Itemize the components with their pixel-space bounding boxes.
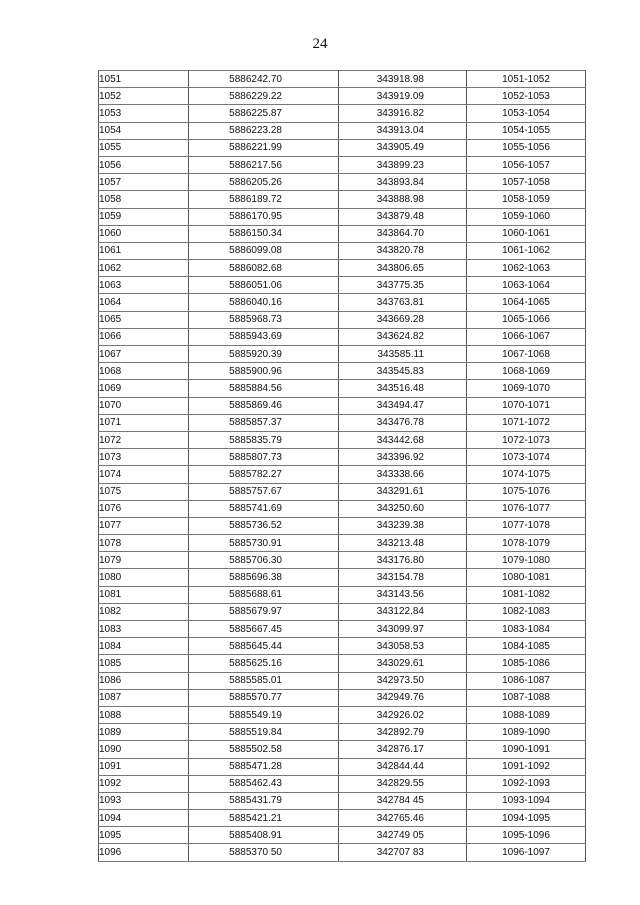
point-number-cell: 1094 <box>99 810 189 827</box>
y-coordinate-cell: 343913.04 <box>339 122 467 139</box>
point-number-cell: 1075 <box>99 483 189 500</box>
segment-cell: 1073-1074 <box>467 449 586 466</box>
x-coordinate-cell: 5885730.91 <box>189 535 339 552</box>
y-coordinate-cell: 342765.46 <box>339 810 467 827</box>
point-number-cell: 1081 <box>99 586 189 603</box>
point-number-cell: 1090 <box>99 741 189 758</box>
segment-cell: 1063-1064 <box>467 277 586 294</box>
y-coordinate-cell: 343154.78 <box>339 569 467 586</box>
x-coordinate-cell: 5885585.01 <box>189 672 339 689</box>
table-row <box>99 500 586 517</box>
segment-cell: 1092-1093 <box>467 775 586 792</box>
point-number-cell: 1073 <box>99 449 189 466</box>
coordinates-table-body <box>99 71 586 862</box>
x-coordinate-cell: 5885741.69 <box>189 500 339 517</box>
segment-cell: 1095-1096 <box>467 827 586 844</box>
table-row <box>99 397 586 414</box>
table-row <box>99 346 586 363</box>
segment-cell: 1091-1092 <box>467 758 586 775</box>
point-number-cell: 1093 <box>99 792 189 809</box>
table-row <box>99 88 586 105</box>
segment-cell: 1061-1062 <box>467 242 586 259</box>
point-number-cell: 1066 <box>99 328 189 345</box>
segment-cell: 1068-1069 <box>467 363 586 380</box>
y-coordinate-cell: 343916.82 <box>339 105 467 122</box>
point-number-cell: 1084 <box>99 638 189 655</box>
point-number-cell: 1088 <box>99 706 189 723</box>
y-coordinate-cell: 343893.84 <box>339 174 467 191</box>
x-coordinate-cell: 5886099.08 <box>189 242 339 259</box>
x-coordinate-cell: 5885869.46 <box>189 397 339 414</box>
y-coordinate-cell: 343899.23 <box>339 156 467 173</box>
table-row <box>99 535 586 552</box>
point-number-cell: 1096 <box>99 844 189 861</box>
point-number-cell: 1086 <box>99 672 189 689</box>
table-row <box>99 208 586 225</box>
y-coordinate-cell: 342892.79 <box>339 724 467 741</box>
table-row <box>99 122 586 139</box>
y-coordinate-cell: 342707 83 <box>339 844 467 861</box>
x-coordinate-cell: 5886217.56 <box>189 156 339 173</box>
table-row <box>99 844 586 861</box>
point-number-cell: 1065 <box>99 311 189 328</box>
x-coordinate-cell: 5885370 50 <box>189 844 339 861</box>
segment-cell: 1060-1061 <box>467 225 586 242</box>
segment-cell: 1062-1063 <box>467 260 586 277</box>
x-coordinate-cell: 5885625.16 <box>189 655 339 672</box>
segment-cell: 1080-1081 <box>467 569 586 586</box>
point-number-cell: 1083 <box>99 621 189 638</box>
x-coordinate-cell: 5886150.34 <box>189 225 339 242</box>
y-coordinate-cell: 342844.44 <box>339 758 467 775</box>
table-row <box>99 294 586 311</box>
x-coordinate-cell: 5885431.79 <box>189 792 339 809</box>
segment-cell: 1057-1058 <box>467 174 586 191</box>
segment-cell: 1055-1056 <box>467 139 586 156</box>
table-row <box>99 328 586 345</box>
x-coordinate-cell: 5885421.21 <box>189 810 339 827</box>
table-row <box>99 225 586 242</box>
table-row <box>99 586 586 603</box>
point-number-cell: 1064 <box>99 294 189 311</box>
segment-cell: 1059-1060 <box>467 208 586 225</box>
segment-cell: 1083-1084 <box>467 621 586 638</box>
point-number-cell: 1054 <box>99 122 189 139</box>
segment-cell: 1071-1072 <box>467 414 586 431</box>
table-row <box>99 724 586 741</box>
y-coordinate-cell: 342876.17 <box>339 741 467 758</box>
point-number-cell: 1078 <box>99 535 189 552</box>
y-coordinate-cell: 343122.84 <box>339 603 467 620</box>
page-number: 24 <box>312 36 328 52</box>
segment-cell: 1077-1078 <box>467 517 586 534</box>
y-coordinate-cell: 343806.65 <box>339 260 467 277</box>
segment-cell: 1084-1085 <box>467 638 586 655</box>
table-row <box>99 277 586 294</box>
table-row <box>99 517 586 534</box>
y-coordinate-cell: 343918.98 <box>339 71 467 88</box>
segment-cell: 1064-1065 <box>467 294 586 311</box>
point-number-cell: 1055 <box>99 139 189 156</box>
x-coordinate-cell: 5885502.58 <box>189 741 339 758</box>
x-coordinate-cell: 5885549.19 <box>189 706 339 723</box>
table-row <box>99 260 586 277</box>
table-row <box>99 380 586 397</box>
y-coordinate-cell: 343820.78 <box>339 242 467 259</box>
table-row <box>99 672 586 689</box>
segment-cell: 1067-1068 <box>467 346 586 363</box>
table-row <box>99 689 586 706</box>
point-number-cell: 1062 <box>99 260 189 277</box>
segment-cell: 1075-1076 <box>467 483 586 500</box>
x-coordinate-cell: 5885920.39 <box>189 346 339 363</box>
x-coordinate-cell: 5885645.44 <box>189 638 339 655</box>
table-row <box>99 552 586 569</box>
y-coordinate-cell: 343396.92 <box>339 449 467 466</box>
y-coordinate-cell: 343291.61 <box>339 483 467 500</box>
segment-cell: 1058-1059 <box>467 191 586 208</box>
point-number-cell: 1063 <box>99 277 189 294</box>
y-coordinate-cell: 343176.80 <box>339 552 467 569</box>
y-coordinate-cell: 343624.82 <box>339 328 467 345</box>
y-coordinate-cell: 343058.53 <box>339 638 467 655</box>
x-coordinate-cell: 5885884.56 <box>189 380 339 397</box>
table-row <box>99 174 586 191</box>
segment-cell: 1066-1067 <box>467 328 586 345</box>
point-number-cell: 1061 <box>99 242 189 259</box>
point-number-cell: 1074 <box>99 466 189 483</box>
table-row <box>99 758 586 775</box>
table-row <box>99 621 586 638</box>
point-number-cell: 1089 <box>99 724 189 741</box>
segment-cell: 1079-1080 <box>467 552 586 569</box>
y-coordinate-cell: 343442.68 <box>339 431 467 448</box>
x-coordinate-cell: 5886040.16 <box>189 294 339 311</box>
segment-cell: 1082-1083 <box>467 603 586 620</box>
x-coordinate-cell: 5885835.79 <box>189 431 339 448</box>
y-coordinate-cell: 343476.78 <box>339 414 467 431</box>
x-coordinate-cell: 5885462.43 <box>189 775 339 792</box>
point-number-cell: 1069 <box>99 380 189 397</box>
x-coordinate-cell: 5886051.06 <box>189 277 339 294</box>
segment-cell: 1076-1077 <box>467 500 586 517</box>
y-coordinate-cell: 343669.28 <box>339 311 467 328</box>
y-coordinate-cell: 342829.55 <box>339 775 467 792</box>
table-row <box>99 363 586 380</box>
table-row <box>99 449 586 466</box>
segment-cell: 1089-1090 <box>467 724 586 741</box>
segment-cell: 1086-1087 <box>467 672 586 689</box>
segment-cell: 1051-1052 <box>467 71 586 88</box>
point-number-cell: 1092 <box>99 775 189 792</box>
table-row <box>99 466 586 483</box>
table-row <box>99 741 586 758</box>
table-row <box>99 775 586 792</box>
y-coordinate-cell: 343763.81 <box>339 294 467 311</box>
y-coordinate-cell: 343775.35 <box>339 277 467 294</box>
point-number-cell: 1080 <box>99 569 189 586</box>
x-coordinate-cell: 5885667.45 <box>189 621 339 638</box>
x-coordinate-cell: 5885807.73 <box>189 449 339 466</box>
x-coordinate-cell: 5886225.87 <box>189 105 339 122</box>
segment-cell: 1081-1082 <box>467 586 586 603</box>
y-coordinate-cell: 342949.76 <box>339 689 467 706</box>
segment-cell: 1085-1086 <box>467 655 586 672</box>
y-coordinate-cell: 343239.38 <box>339 517 467 534</box>
table-row <box>99 827 586 844</box>
table-row <box>99 139 586 156</box>
segment-cell: 1054-1055 <box>467 122 586 139</box>
point-number-cell: 1052 <box>99 88 189 105</box>
table-row <box>99 71 586 88</box>
segment-cell: 1072-1073 <box>467 431 586 448</box>
segment-cell: 1053-1054 <box>467 105 586 122</box>
y-coordinate-cell: 343879.48 <box>339 208 467 225</box>
point-number-cell: 1051 <box>99 71 189 88</box>
table-row <box>99 603 586 620</box>
table-row <box>99 810 586 827</box>
y-coordinate-cell: 342749 05 <box>339 827 467 844</box>
segment-cell: 1090-1091 <box>467 741 586 758</box>
x-coordinate-cell: 5885679.97 <box>189 603 339 620</box>
y-coordinate-cell: 343099.97 <box>339 621 467 638</box>
point-number-cell: 1060 <box>99 225 189 242</box>
table-row <box>99 156 586 173</box>
point-number-cell: 1058 <box>99 191 189 208</box>
table-row <box>99 191 586 208</box>
y-coordinate-cell: 343585.11 <box>339 346 467 363</box>
x-coordinate-cell: 5885408.91 <box>189 827 339 844</box>
y-coordinate-cell: 342926.02 <box>339 706 467 723</box>
y-coordinate-cell: 343143.56 <box>339 586 467 603</box>
x-coordinate-cell: 5885696.38 <box>189 569 339 586</box>
point-number-cell: 1057 <box>99 174 189 191</box>
x-coordinate-cell: 5885857.37 <box>189 414 339 431</box>
x-coordinate-cell: 5885688.61 <box>189 586 339 603</box>
x-coordinate-cell: 5885757.67 <box>189 483 339 500</box>
table-row <box>99 311 586 328</box>
point-number-cell: 1082 <box>99 603 189 620</box>
x-coordinate-cell: 5886221.99 <box>189 139 339 156</box>
table-row <box>99 242 586 259</box>
table-row <box>99 483 586 500</box>
point-number-cell: 1095 <box>99 827 189 844</box>
segment-cell: 1074-1075 <box>467 466 586 483</box>
y-coordinate-cell: 343919.09 <box>339 88 467 105</box>
y-coordinate-cell: 343250.60 <box>339 500 467 517</box>
table-row <box>99 414 586 431</box>
table-row <box>99 655 586 672</box>
segment-cell: 1094-1095 <box>467 810 586 827</box>
y-coordinate-cell: 343213.48 <box>339 535 467 552</box>
segment-cell: 1065-1066 <box>467 311 586 328</box>
x-coordinate-cell: 5886229.22 <box>189 88 339 105</box>
x-coordinate-cell: 5886205.26 <box>189 174 339 191</box>
point-number-cell: 1087 <box>99 689 189 706</box>
x-coordinate-cell: 5886242.70 <box>189 71 339 88</box>
segment-cell: 1087-1088 <box>467 689 586 706</box>
table-row <box>99 105 586 122</box>
table-row <box>99 792 586 809</box>
segment-cell: 1052-1053 <box>467 88 586 105</box>
table-row <box>99 569 586 586</box>
point-number-cell: 1079 <box>99 552 189 569</box>
point-number-cell: 1072 <box>99 431 189 448</box>
point-number-cell: 1070 <box>99 397 189 414</box>
y-coordinate-cell: 343905.49 <box>339 139 467 156</box>
y-coordinate-cell: 343494.47 <box>339 397 467 414</box>
x-coordinate-cell: 5885943.69 <box>189 328 339 345</box>
x-coordinate-cell: 5886170.95 <box>189 208 339 225</box>
table-row <box>99 638 586 655</box>
point-number-cell: 1068 <box>99 363 189 380</box>
segment-cell: 1070-1071 <box>467 397 586 414</box>
point-number-cell: 1067 <box>99 346 189 363</box>
y-coordinate-cell: 343545.83 <box>339 363 467 380</box>
x-coordinate-cell: 5886082.68 <box>189 260 339 277</box>
point-number-cell: 1091 <box>99 758 189 775</box>
point-number-cell: 1076 <box>99 500 189 517</box>
segment-cell: 1088-1089 <box>467 706 586 723</box>
x-coordinate-cell: 5885736.52 <box>189 517 339 534</box>
x-coordinate-cell: 5886189.72 <box>189 191 339 208</box>
table-row <box>99 431 586 448</box>
point-number-cell: 1077 <box>99 517 189 534</box>
y-coordinate-cell: 342784 45 <box>339 792 467 809</box>
y-coordinate-cell: 343888.98 <box>339 191 467 208</box>
segment-cell: 1096-1097 <box>467 844 586 861</box>
y-coordinate-cell: 343338.66 <box>339 466 467 483</box>
table-row <box>99 706 586 723</box>
x-coordinate-cell: 5885570.77 <box>189 689 339 706</box>
point-number-cell: 1085 <box>99 655 189 672</box>
y-coordinate-cell: 343516.48 <box>339 380 467 397</box>
segment-cell: 1093-1094 <box>467 792 586 809</box>
x-coordinate-cell: 5885968.73 <box>189 311 339 328</box>
segment-cell: 1069-1070 <box>467 380 586 397</box>
point-number-cell: 1053 <box>99 105 189 122</box>
y-coordinate-cell: 343864.70 <box>339 225 467 242</box>
x-coordinate-cell: 5885900.96 <box>189 363 339 380</box>
y-coordinate-cell: 342973.50 <box>339 672 467 689</box>
y-coordinate-cell: 343029.61 <box>339 655 467 672</box>
x-coordinate-cell: 5885471.28 <box>189 758 339 775</box>
x-coordinate-cell: 5885782.27 <box>189 466 339 483</box>
segment-cell: 1056-1057 <box>467 156 586 173</box>
point-number-cell: 1059 <box>99 208 189 225</box>
segment-cell: 1078-1079 <box>467 535 586 552</box>
x-coordinate-cell: 5886223.28 <box>189 122 339 139</box>
point-number-cell: 1071 <box>99 414 189 431</box>
x-coordinate-cell: 5885706.30 <box>189 552 339 569</box>
point-number-cell: 1056 <box>99 156 189 173</box>
coordinates-table <box>98 70 586 862</box>
x-coordinate-cell: 5885519.84 <box>189 724 339 741</box>
